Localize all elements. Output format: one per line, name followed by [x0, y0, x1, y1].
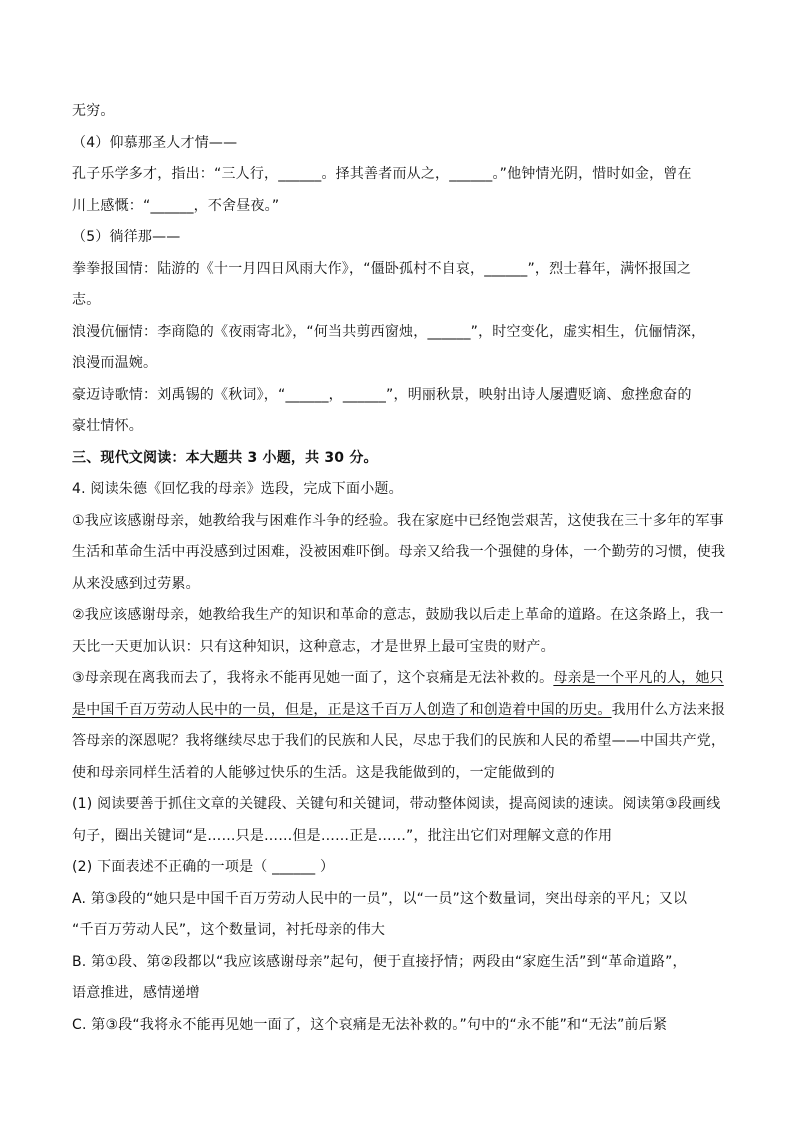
- passage-line: [72, 695, 726, 727]
- passage-line: [72, 663, 722, 695]
- option-b: 语意推进，感情递增: [72, 985, 200, 1001]
- passage-line: ②我应该感谢母亲，她教给我生产的知识和革命的意志，鼓励我以后走上革命的道路。在这条路上，我一: [72, 607, 724, 623]
- option-b: B. 第①段、第②段都以“我应该感谢母亲”起句，便于直接抒情；两段由“家庭生活”到“革命道路”，: [72, 953, 687, 970]
- document-page: [72, 96, 726, 1041]
- option-a: “千百万劳动人民”，这个数量词，衬托母亲的伟大: [72, 922, 386, 938]
- part-heading: 三、现代文阅读：本大题共 3 小题，共 30 分。: [72, 449, 378, 466]
- section-heading: （5）徜徉那——: [72, 229, 181, 245]
- sub-question: 句子，圈出关键词“是……只是……但是……正是……”，批注出它们对理解文意的作用: [72, 827, 613, 844]
- question-title: 4. 阅读朱德《回忆我的母亲》选段，完成下面小题。: [72, 481, 403, 497]
- passage-line: 天比一天更加认识：只有这种知识，这种意志，才是世界上最可宝贵的财产。: [72, 638, 555, 655]
- option-c: C. 第③段“我将永不能再见她一面了，这个哀痛是无法补救的。”句中的“永不能”和“无法”前后紧: [72, 1016, 668, 1033]
- sub-question: (1) 阅读要善于抓住文章的关键段、关键句和关键词，带动整体阅读，提高阅读的速读。阅读第③段画线: [72, 796, 721, 812]
- passage-line: 生活和革命生活中再没感到过困难，没被困难吓倒。母亲又给我一个强健的身体，一个勤劳的习惯，使我: [72, 544, 726, 560]
- section-heading: （4）仰慕那圣人才情——: [72, 134, 238, 151]
- text-line: 无穷。: [72, 103, 115, 119]
- text-line: 浪漫伉俪情：李商隐的《夜雨寄北》，“何当共剪西窗烛，______”，时空变化，虚实相生，伉俪情深，: [72, 323, 706, 340]
- option-a: A. 第③段的“她只是中国千百万劳动人民中的一员”，以“一员”这个数量词，突出母亲的平凡；又以: [72, 890, 688, 907]
- text-line: 豪迈诗歌情：刘禹锡的《秋词》，“______，______”，明丽秋景，映射出诗人屡遭贬谪、愈挫愈奋的: [72, 386, 692, 403]
- underlined-sentence: 是中国千百万劳动人民中的一员，但是，正是这千百万人创造了和创造着中国的历史。: [72, 701, 612, 718]
- text-line: 川上感慨：“______，不舍昼夜。”: [72, 197, 280, 214]
- passage-line: 答母亲的深恩呢？我将继续尽忠于我们的民族和人民，尽忠于我们的民族和人民的希望——中国共产党，: [72, 733, 726, 749]
- text-line: 拳拳报国情：陆游的《十一月四日风雨大作》，“僵卧孤村不自哀，______”，烈士暮年，满怀报国之: [72, 260, 692, 277]
- passage-line: ①我应该感谢母亲，她教给我与困难作斗争的经验。我在家庭中已经饱尝艰苦，这使我在三十多年的军事: [72, 512, 724, 529]
- text-line: 志。: [72, 292, 101, 308]
- passage-line: 从来没感到过劳累。: [72, 575, 200, 592]
- passage-text: ③母亲现在离我而去了，我将永不能再见她一面了，这个哀痛是无法补救的。: [72, 670, 554, 686]
- passage-text: 我用什么方法来报: [611, 701, 726, 718]
- sub-question: (2) 下面表述不正确的一项是（ ______ ）: [72, 859, 335, 875]
- text-line: 豪壮情怀。: [72, 418, 143, 434]
- passage-line: 使和母亲同样生活着的人能够过快乐的生活。这是我能做到的，一定能做到的: [72, 764, 555, 781]
- text-line: 浪漫而温婉。: [72, 355, 158, 371]
- text-line: 孔子乐学多才，指出：“三人行，______。择其善者而从之，______。”他钟情光阴，惜时如金，曾在: [72, 166, 692, 182]
- underlined-sentence: 母亲是一个平凡的人，她只: [553, 670, 724, 686]
